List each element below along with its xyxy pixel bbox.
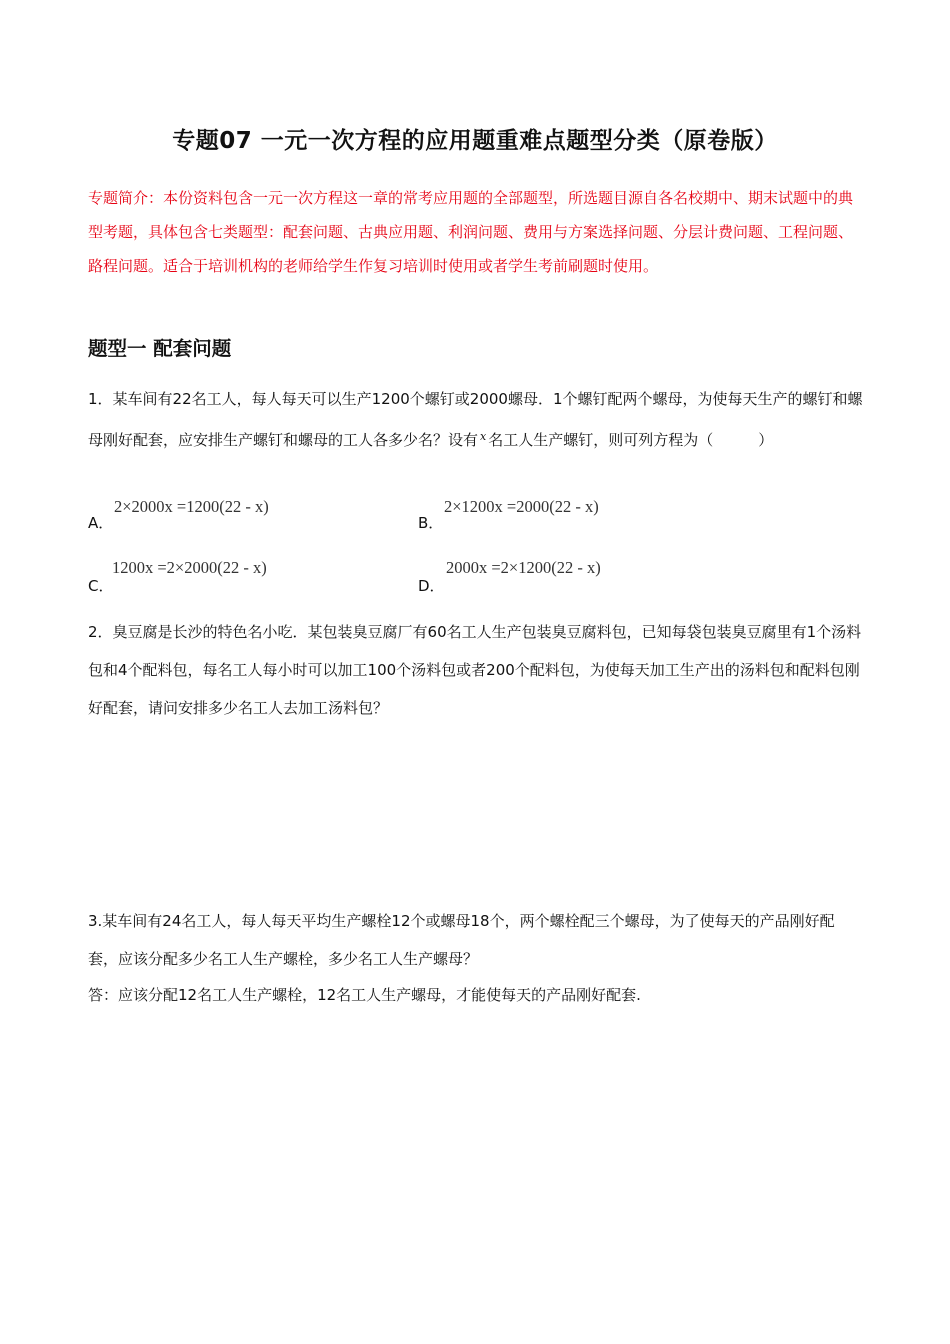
option-d-letter: D． (418, 577, 445, 595)
question-1-text-b: 名工人生产螺钉，则可列方程为（ ） (488, 431, 774, 449)
page-title: 专题07 一元一次方程的应用题重难点题型分类（原卷版） (172, 128, 778, 154)
question-1-text-a: 1．某车间有22名工人，每人每天可以生产1200个螺钉或2000螺母．1个螺钉配两个螺母，为使每天生产的螺钉和螺母刚好配套，应安排生产螺钉和螺母的工人各多少名？设有 (88, 390, 863, 449)
question-1-variable: x (480, 430, 487, 443)
option-c-letter: C． (88, 577, 114, 595)
question-2: 2．臭豆腐是长沙的特色名小吃．某包装臭豆腐厂有60名工人生产包装臭豆腐料包，已知每袋包装臭豆腐里有1个汤料包和4个配料包，每名工人每小时可以加工100个汤料包或者200个配料包，为使每天加工生产出的汤料包和配料包刚好配套，请问安排多少名工人去加工汤料包？ (88, 623, 862, 717)
intro-paragraph: 专题简介：本份资料包含一元一次方程这一章的常考应用题的全部题型，所选题目源自各名校期中、期末试题中的典型考题，具体包含七类题型：配套问题、古典应用题、利润问题、费用与方案选择问题、分层计费问题、工程问题、路程问题。适合于培训机构的老师给学生作复习培训时使用或者学生考前刷题时使用。 (88, 189, 854, 275)
option-b-formula: 2×1200x =2000(22 - x) (444, 497, 599, 516)
section-heading: 题型一 配套问题 (88, 337, 232, 360)
question-3: 3.某车间有24名工人，每人每天平均生产螺栓12个或螺母18个，两个螺栓配三个螺母，为了使每天的产品刚好配套，应该分配多少名工人生产螺栓，多少名工人生产螺母？ (88, 912, 835, 968)
option-b-letter: B． (418, 514, 444, 532)
question-3-answer: 答：应该分配12名工人生产螺栓，12名工人生产螺母，才能使每天的产品刚好配套. (88, 986, 641, 1004)
option-a-letter: A． (88, 514, 114, 532)
question-1 (88, 380, 863, 459)
option-d-formula: 2000x =2×1200(22 - x) (446, 558, 601, 577)
option-c-formula: 1200x =2×2000(22 - x) (112, 558, 267, 577)
option-a-formula: 2×2000x =1200(22 - x) (114, 497, 269, 516)
